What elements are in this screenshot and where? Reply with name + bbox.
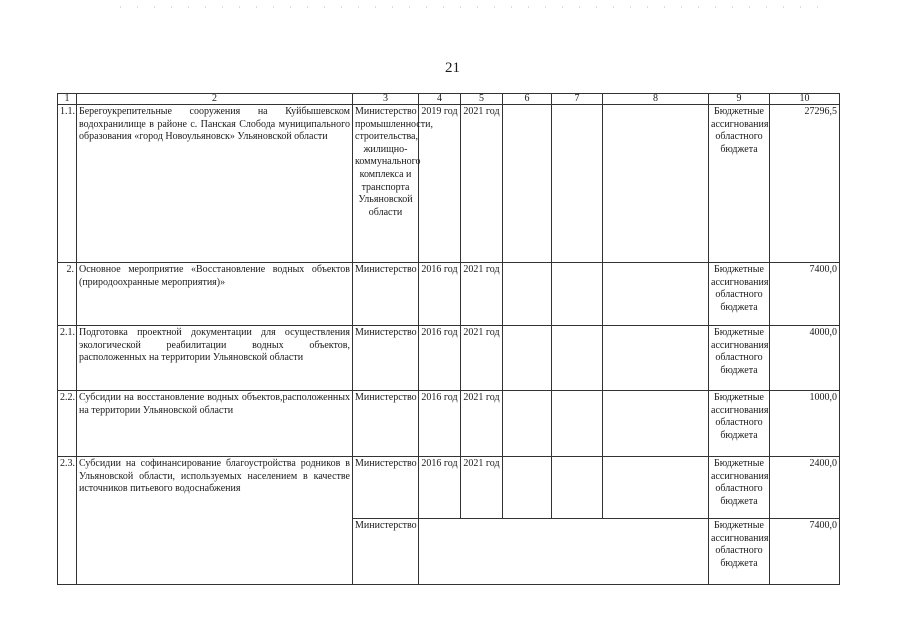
executor: Министерство [353,326,419,391]
start-year: 2019 год [419,105,461,263]
total-amount: 1000,0 [770,391,840,457]
funding-source: Бюджетные ассигнования областного бюджета [709,391,770,457]
summary-blank [419,519,709,585]
start-year: 2016 год [419,263,461,326]
executor: Министерство [353,457,419,519]
end-year: 2021 год [461,326,503,391]
end-year: 2021 год [461,391,503,457]
header-cell: 3 [353,94,419,105]
start-year: 2016 год [419,391,461,457]
header-cell: 4 [419,94,461,105]
funding-source: Бюджетные ассигнования областного бюджета [709,105,770,263]
measure-name: Субсидии на софинансирование благоустройства родников в Ульяновской области, используемых населением в качестве источников питьевого водоснабжения [77,457,353,585]
total-amount: 4000,0 [770,326,840,391]
start-year: 2016 год [419,326,461,391]
total-amount: 27296,5 [770,105,840,263]
executor: Министерство [353,391,419,457]
row-number: 2.2. [58,391,77,457]
page-number: 21 [445,60,460,76]
summary-executor: Министерство [353,519,419,585]
funding-source: Бюджетные ассигнования областного бюджета [709,326,770,391]
row-number: 2. [58,263,77,326]
header-cell: 9 [709,94,770,105]
executor: Министерство промышленности, строительства, жилищно-коммунального комплекса и транспорта Ульяновской области [353,105,419,263]
executor: Министерство [353,263,419,326]
scan-noise [120,6,820,8]
header-cell: 5 [461,94,503,105]
table-row [58,391,840,457]
program-table [57,93,840,585]
header-row [58,94,840,105]
header-cell: 1 [58,94,77,105]
header-cell: 10 [770,94,840,105]
measure-name: Берегоукрепительные сооружения на Куйбышевском водохранилище в районе с. Панская Слобода муниципального образования «город Новоульяновск» Ульяновской области [77,105,353,263]
end-year: 2021 год [461,105,503,263]
end-year: 2021 год [461,457,503,519]
summary-funding-source: Бюджетные ассигнования областного бюджета [709,519,770,585]
measure-name: Основное мероприятие «Восстановление водных объектов (природоохранные мероприятия)» [77,263,353,326]
table-row [58,263,840,326]
row-number: 2.1. [58,326,77,391]
start-year: 2016 год [419,457,461,519]
summary-total: 7400,0 [770,519,840,585]
row-number: 2.3. [58,457,77,585]
table-row [58,326,840,391]
header-cell: 2 [77,94,353,105]
table-row [58,105,840,263]
end-year: 2021 год [461,263,503,326]
measure-name: Субсидии на восстановление водных объектов,расположенных на территории Ульяновской области [77,391,353,457]
funding-source: Бюджетные ассигнования областного бюджета [709,457,770,519]
header-cell: 6 [503,94,552,105]
row-number: 1.1. [58,105,77,263]
header-cell: 7 [552,94,603,105]
funding-source: Бюджетные ассигнования областного бюджета [709,263,770,326]
measure-name: Подготовка проектной документации для осуществления экологической реабилитации водных объектов, расположенных на территории Ульяновской области [77,326,353,391]
total-amount: 2400,0 [770,457,840,519]
table-row [58,457,840,519]
header-cell: 8 [603,94,709,105]
total-amount: 7400,0 [770,263,840,326]
